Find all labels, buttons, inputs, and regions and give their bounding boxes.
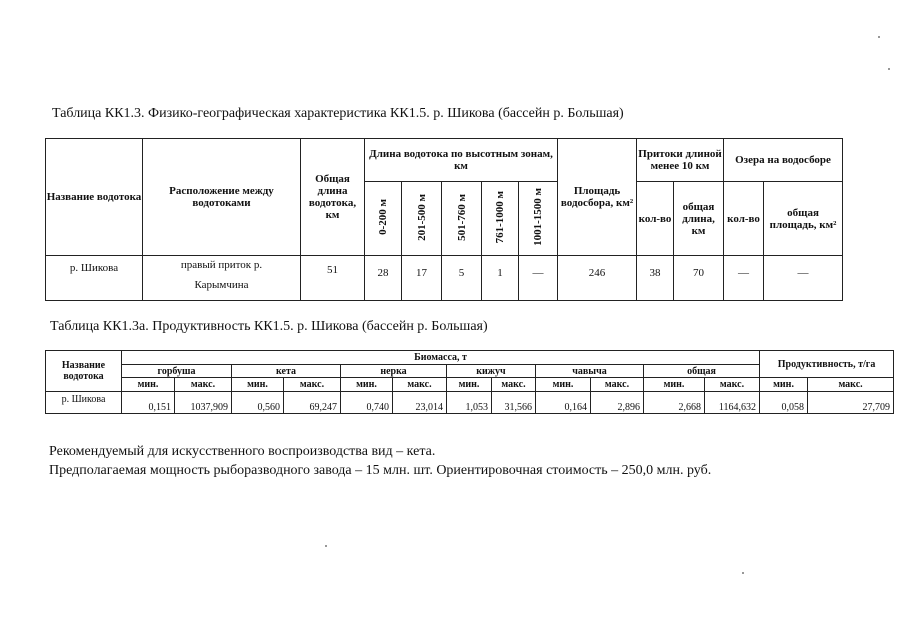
cell-value: 0,164 <box>536 391 591 413</box>
scan-speck <box>878 36 880 38</box>
recommendation-note: Рекомендуемый для искусственного воспроизводства вид – кета. <box>49 444 436 459</box>
cell-location-line2: Карымчина <box>194 279 249 291</box>
species-header: горбуша <box>122 365 232 378</box>
table1-caption: Таблица КК1.3. Физико-географическая характеристика КК1.5. р. Шикова (бассейн р. Большая) <box>52 106 624 121</box>
col-header-lake-count: кол-во <box>724 182 764 256</box>
min-header: мин. <box>341 378 393 391</box>
min-header: мин. <box>122 378 175 391</box>
max-header: макс. <box>492 378 536 391</box>
cell-trib-count: 38 <box>637 256 674 301</box>
table-row <box>46 391 894 413</box>
cell-value: 1,053 <box>447 391 492 413</box>
cell-value: 27,709 <box>808 391 894 413</box>
cell-value: 31,566 <box>492 391 536 413</box>
col-header-area: Площадь водосбора, км² <box>558 139 637 256</box>
zone-header: 201-500 м <box>402 182 442 256</box>
max-header: макс. <box>808 378 894 391</box>
col-header-trib-count: кол-во <box>637 182 674 256</box>
scan-speck <box>888 68 890 70</box>
cell-value: 0,058 <box>760 391 808 413</box>
max-header: макс. <box>284 378 341 391</box>
col-header-location: Расположение между водотоками <box>143 139 301 256</box>
col-header-lake-area: общая площадь, км² <box>764 182 843 256</box>
cell-value: 1037,909 <box>175 391 232 413</box>
cell-value: 2,668 <box>644 391 705 413</box>
cell-zone: — <box>519 256 558 301</box>
max-header: макс. <box>393 378 447 391</box>
min-header: мин. <box>760 378 808 391</box>
cell-location-line1: правый приток р. <box>180 259 263 271</box>
cell-zone: 17 <box>402 256 442 301</box>
cell-lake-area: — <box>764 256 843 301</box>
col-header-tributaries: Притоки длиной менее 10 км <box>637 139 724 182</box>
table-row <box>46 256 843 301</box>
cell-name: р. Шикова <box>46 391 122 413</box>
zone-header: 501-760 м <box>442 182 482 256</box>
cell-lake-count: — <box>724 256 764 301</box>
scan-speck <box>325 545 327 547</box>
zone-header: 761-1000 м <box>482 182 519 256</box>
col-header-trib-length: общая длина, км <box>674 182 724 256</box>
capacity-note: Предполагаемая мощность рыборазводного завода – 15 млн. шт. Ориентировочная стоимость – 250,0 млн. руб. <box>49 463 712 478</box>
cell-value: 0,740 <box>341 391 393 413</box>
cell-value: 0,151 <box>122 391 175 413</box>
species-header: общая <box>644 365 760 378</box>
physgeo-table <box>45 138 843 301</box>
col-header-length-by-zone: Длина водотока по высотным зонам, км <box>365 139 558 182</box>
cell-name: р. Шикова <box>46 256 143 301</box>
cell-zone: 1 <box>482 256 519 301</box>
col-header-name: Название водотока <box>46 351 122 392</box>
cell-value: 2,896 <box>591 391 644 413</box>
max-header: макс. <box>175 378 232 391</box>
zone-header: 1001-1500 м <box>519 182 558 256</box>
min-header: мин. <box>644 378 705 391</box>
min-header: мин. <box>447 378 492 391</box>
productivity-table <box>45 350 894 414</box>
cell-zone: 28 <box>365 256 402 301</box>
cell-value: 0,560 <box>232 391 284 413</box>
species-header: кета <box>232 365 341 378</box>
species-header: нерка <box>341 365 447 378</box>
zone-header: 0-200 м <box>365 182 402 256</box>
cell-trib-length: 70 <box>674 256 724 301</box>
col-header-name: Название водотока <box>46 139 143 256</box>
max-header: макс. <box>705 378 760 391</box>
col-header-total-length: Общая длина водотока, км <box>301 139 365 256</box>
species-header: кижуч <box>447 365 536 378</box>
col-header-biomass: Биомасса, т <box>122 351 760 365</box>
min-header: мин. <box>536 378 591 391</box>
scan-speck <box>742 572 744 574</box>
cell-total-length: 51 <box>301 256 365 301</box>
species-header: чавыча <box>536 365 644 378</box>
col-header-productivity: Продуктивность, т/га <box>760 351 894 378</box>
col-header-lakes: Озера на водосборе <box>724 139 843 182</box>
table2-caption: Таблица КК1.3а. Продуктивность КК1.5. р. Шикова (бассейн р. Большая) <box>50 319 488 334</box>
max-header: макс. <box>591 378 644 391</box>
cell-area: 246 <box>558 256 637 301</box>
cell-value: 23,014 <box>393 391 447 413</box>
min-header: мин. <box>232 378 284 391</box>
cell-location <box>143 256 301 301</box>
cell-zone: 5 <box>442 256 482 301</box>
cell-value: 69,247 <box>284 391 341 413</box>
cell-value: 1164,632 <box>705 391 760 413</box>
